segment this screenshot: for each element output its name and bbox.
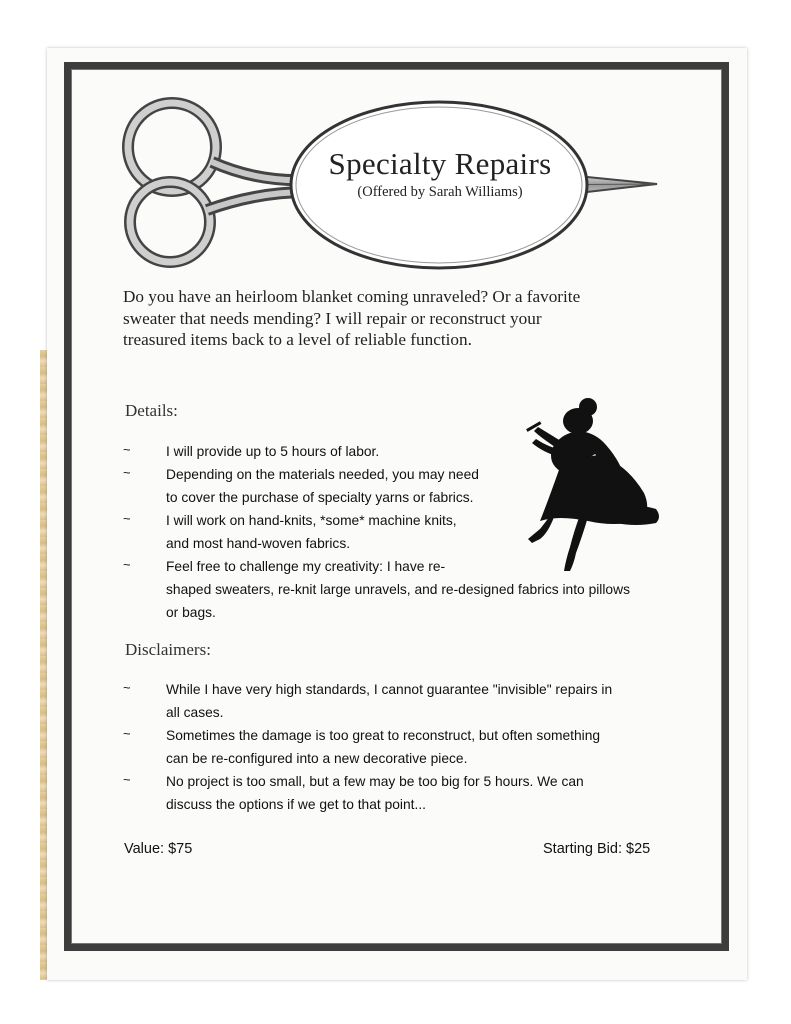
page-subtitle: (Offered by Sarah Williams) (357, 184, 523, 200)
intro-line: sweater that needs mending? I will repair or reconstruct your (123, 308, 542, 328)
disclaimers-heading: Disclaimers: (125, 640, 211, 659)
list-item: ~ I will provide up to 5 hours of labor. (123, 440, 668, 463)
list-item: ~ While I have very high standards, I cannot guarantee "invisible" repairs in all cases. (123, 678, 668, 724)
bullet-tilde: ~ (123, 557, 131, 572)
disclaimers-list (123, 678, 668, 816)
list-item: ~ No project is too small, but a few may be too big for 5 hours. We can discuss the options if we get to that point... (123, 770, 668, 816)
list-item: ~ Feel free to challenge my creativity: I have re- shaped sweaters, re-knit large unravels, and re-designed fabrics into pillows or bags. (123, 555, 668, 624)
bullet-tilde: ~ (123, 465, 131, 480)
intro-paragraph (123, 286, 663, 351)
starting-bid-label: Starting Bid: $25 (543, 841, 651, 857)
list-item: ~ Sometimes the damage is too great to reconstruct, but often something can be re-configured into a new decorative piece. (123, 724, 668, 770)
value-label: Value: $75 (124, 841, 193, 857)
list-item: ~ Depending on the materials needed, you may need to cover the purchase of specialty yarns or fabrics. (123, 463, 668, 509)
page-title: Specialty Repairs (328, 146, 552, 181)
intro-line: Do you have an heirloom blanket coming unraveled? Or a favorite (123, 287, 581, 306)
list-item: ~ I will work on hand-knits, *some* machine knits, and most hand-woven fabrics. (123, 509, 668, 555)
bullet-tilde: ~ (123, 772, 131, 787)
title-block (300, 146, 580, 201)
bullet-tilde: ~ (123, 680, 131, 695)
intro-line: treasured items back to a level of reliable function. (123, 330, 472, 349)
knitting-woman-silhouette-icon (518, 397, 663, 575)
details-heading: Details: (125, 401, 178, 420)
bullet-tilde: ~ (123, 442, 131, 457)
bullet-tilde: ~ (123, 726, 131, 741)
bullet-tilde: ~ (123, 511, 131, 526)
